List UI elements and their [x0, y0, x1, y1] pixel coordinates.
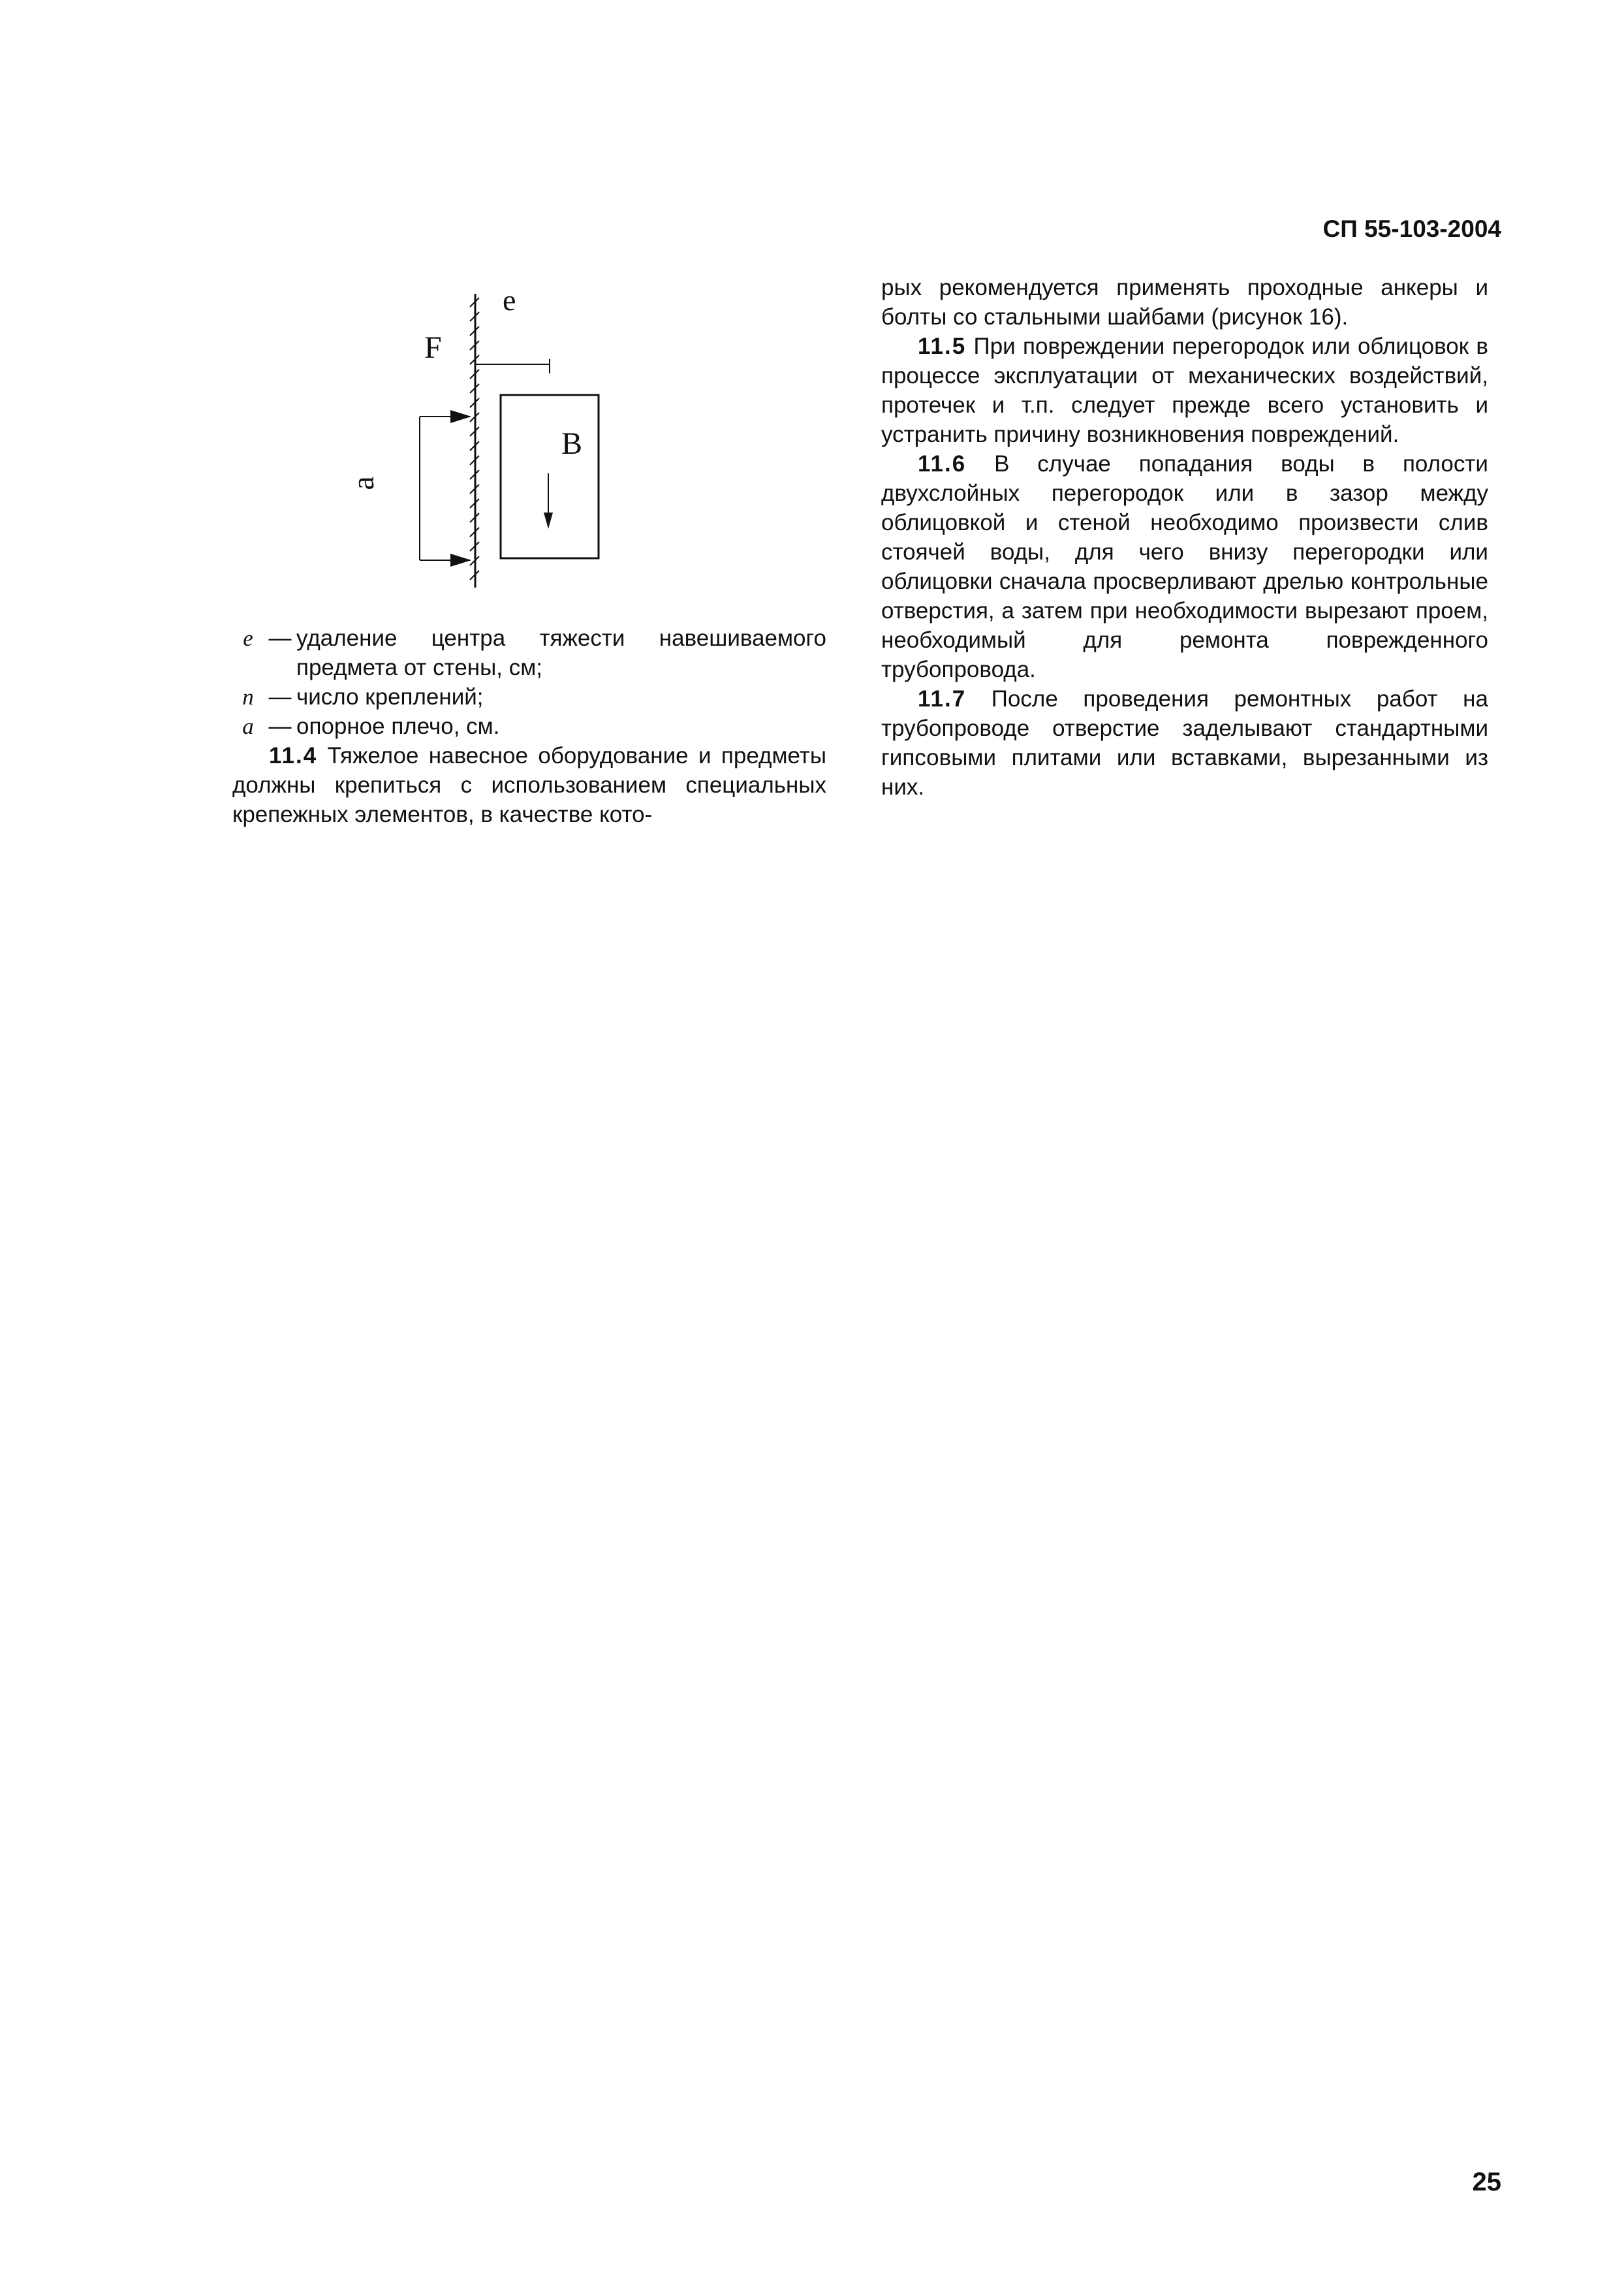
right-column [881, 273, 1488, 802]
legend-symbol: e [243, 625, 253, 651]
paragraph-11-4 [232, 741, 826, 829]
label-e: e [503, 283, 516, 317]
paragraph-text: В случае попадания воды в полости двухслойных перегородок или в зазор между облицовкой и стеной необходимо произвести слив стоячей воды, для чего внизу перегородки или облицовки сначала просверливают дрелью контрольные отверстия, а затем при необходимости вырезают проем, необходимый для ремонта поврежденного трубопровода. [881, 451, 1488, 682]
clause-number: 11.6 [918, 451, 967, 477]
legend-symbol: a [242, 714, 254, 739]
paragraph-continuation: рых рекомендуется применять проходные анкеры и болты со стальными шайбами (рисунок 16). [881, 275, 1488, 330]
legend-dash: — [268, 684, 292, 710]
legend-row-n [232, 682, 826, 712]
paragraph-11-5 [881, 332, 1488, 449]
clause-number: 11.5 [918, 334, 967, 359]
label-b: B [561, 426, 583, 461]
legend-dash: — [268, 714, 292, 739]
weight-arrowhead [544, 513, 553, 529]
clause-number: 11.4 [269, 743, 318, 768]
legend-definition: число креплений; [296, 684, 484, 710]
legend-row-a [232, 712, 826, 741]
paragraph-11-7 [881, 684, 1488, 802]
page-number: 25 [1472, 2168, 1501, 2196]
wall-load-diagram [339, 281, 692, 607]
legend-dash: — [268, 625, 292, 651]
paragraph-text: После проведения ремонтных работ на трубопроводе отверстие заделывают стандартными гипсовыми плитами или вставками, вырезанными из них. [881, 686, 1488, 800]
legend-symbol: n [242, 684, 254, 710]
left-column [232, 624, 826, 829]
legend-definition: опорное плечо, см. [296, 714, 500, 739]
symbol-legend [232, 624, 826, 741]
paragraph-text: При повреждении перегородок или облицовок в процессе эксплуатации от механических воздействий, протечек и т.п. следует прежде всего установить и устранить причину возникновения повреждений. [881, 334, 1488, 447]
object-b-box [501, 395, 599, 558]
legend-definition: удаление центра тяжести навешиваемого предмета от стены, см; [296, 625, 826, 680]
legend-row-e [232, 624, 826, 682]
label-a: a [346, 476, 381, 490]
document-code: СП 55-103-2004 [1322, 215, 1501, 242]
paragraph-text: Тяжелое навесное оборудование и предметы должны крепиться с использованием специальных крепежных элементов, в качестве кото- [232, 743, 826, 827]
clause-number: 11.7 [918, 686, 967, 712]
label-f: F [424, 330, 442, 365]
paragraph-11-6 [881, 449, 1488, 684]
